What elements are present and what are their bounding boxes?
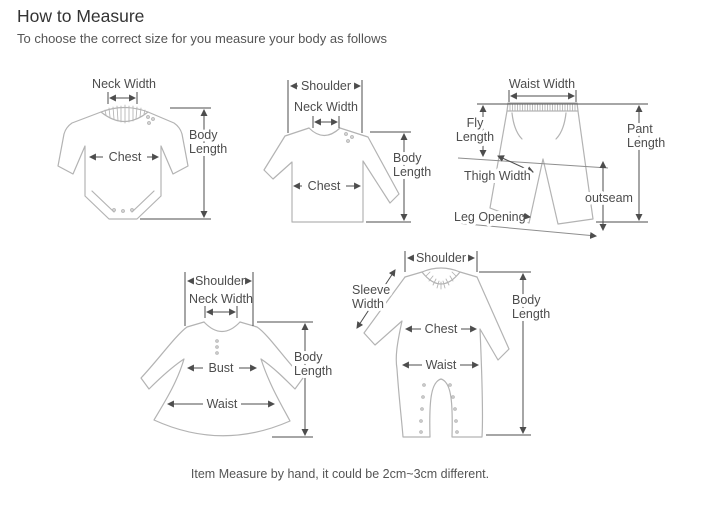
romper-chest-label: Chest <box>424 322 458 336</box>
shirt-neckline <box>309 128 340 136</box>
page-subtitle: To choose the correct size for you measure your body as follows <box>17 31 387 46</box>
shirt-drawing <box>264 128 399 222</box>
pants-waist-width-label: Waist Width <box>508 77 576 91</box>
bodysuit-body-length-label-line2: Length <box>189 142 228 156</box>
shirt-measurements <box>288 79 431 222</box>
shirt-shoulder-snaps <box>345 133 354 143</box>
shirt-diagram <box>264 79 431 222</box>
pants-outseam-label: outseam <box>585 191 633 205</box>
pants-pockets <box>512 113 566 139</box>
romper-body-length-label-line2: Length <box>512 307 551 321</box>
dress-buttons <box>216 340 218 354</box>
shirt-body-length-label-line2: Length <box>393 165 432 179</box>
dress-neckline <box>204 322 240 332</box>
pants-outline <box>490 111 593 224</box>
pants-waistband-ribbing <box>510 104 575 111</box>
romper-body-length-label-line1: Body <box>512 293 541 307</box>
romper-diagram <box>352 251 550 437</box>
pants-pant-length-label-line2: Length <box>627 136 666 150</box>
dress-body-length-label-line1: Body <box>294 350 323 364</box>
shirt-outline <box>264 128 399 222</box>
dress-waist-label: Waist <box>206 397 238 411</box>
pants-fly-length-label-line2: Length <box>455 130 495 144</box>
bodysuit-outline <box>58 112 188 219</box>
dress-drawing <box>141 322 303 436</box>
pants-thigh-width-label: Thigh Width <box>464 169 531 183</box>
romper-shoulder-label: Shoulder <box>415 251 467 265</box>
bodysuit-diagram <box>58 77 227 219</box>
measure-disclaimer: Item Measure by hand, it could be 2cm~3cm different. <box>190 467 490 481</box>
romper-outline <box>364 277 509 437</box>
dress-bust-label: Bust <box>208 361 234 375</box>
leg-opening-ref-line <box>456 223 596 236</box>
page-title: How to Measure <box>17 6 145 26</box>
shirt-shoulder-label: Shoulder <box>300 79 352 93</box>
dress-shoulder-label: Shoulder <box>194 274 246 288</box>
pants-diagram <box>454 77 665 236</box>
shirt-body-length-label-line1: Body <box>393 151 422 165</box>
pants-pant-length-label-line1: Pant <box>627 122 653 136</box>
romper-waist-label: Waist <box>425 358 457 372</box>
shirt-chest-label: Chest <box>307 179 341 193</box>
bodysuit-chest-label: Chest <box>108 150 142 164</box>
romper-sleeve-width-label-line2: Width <box>352 297 384 311</box>
dress-diagram <box>141 272 332 437</box>
pants-fly-length-label-line1: Fly <box>466 116 484 130</box>
shirt-neck-width-label: Neck Width <box>294 100 358 114</box>
bodysuit-shoulder-snaps <box>147 116 155 125</box>
dress-measurements <box>168 272 332 437</box>
romper-sleeve-width-label-line1: Sleeve <box>352 283 391 297</box>
bodysuit-crotch-snaps <box>113 209 134 213</box>
pants-leg-opening-label: Leg Opening <box>454 210 526 224</box>
dress-neck-width-label: Neck Width <box>189 292 253 306</box>
bodysuit-leg-flaps <box>92 191 154 212</box>
dress-body-length-label-line2: Length <box>294 364 333 378</box>
dress-outline <box>141 322 303 436</box>
bodysuit-body-length-label-line1: Body <box>189 128 218 142</box>
pants-measurements <box>454 77 665 236</box>
bodysuit-neck-width-label: Neck Width <box>92 77 156 91</box>
